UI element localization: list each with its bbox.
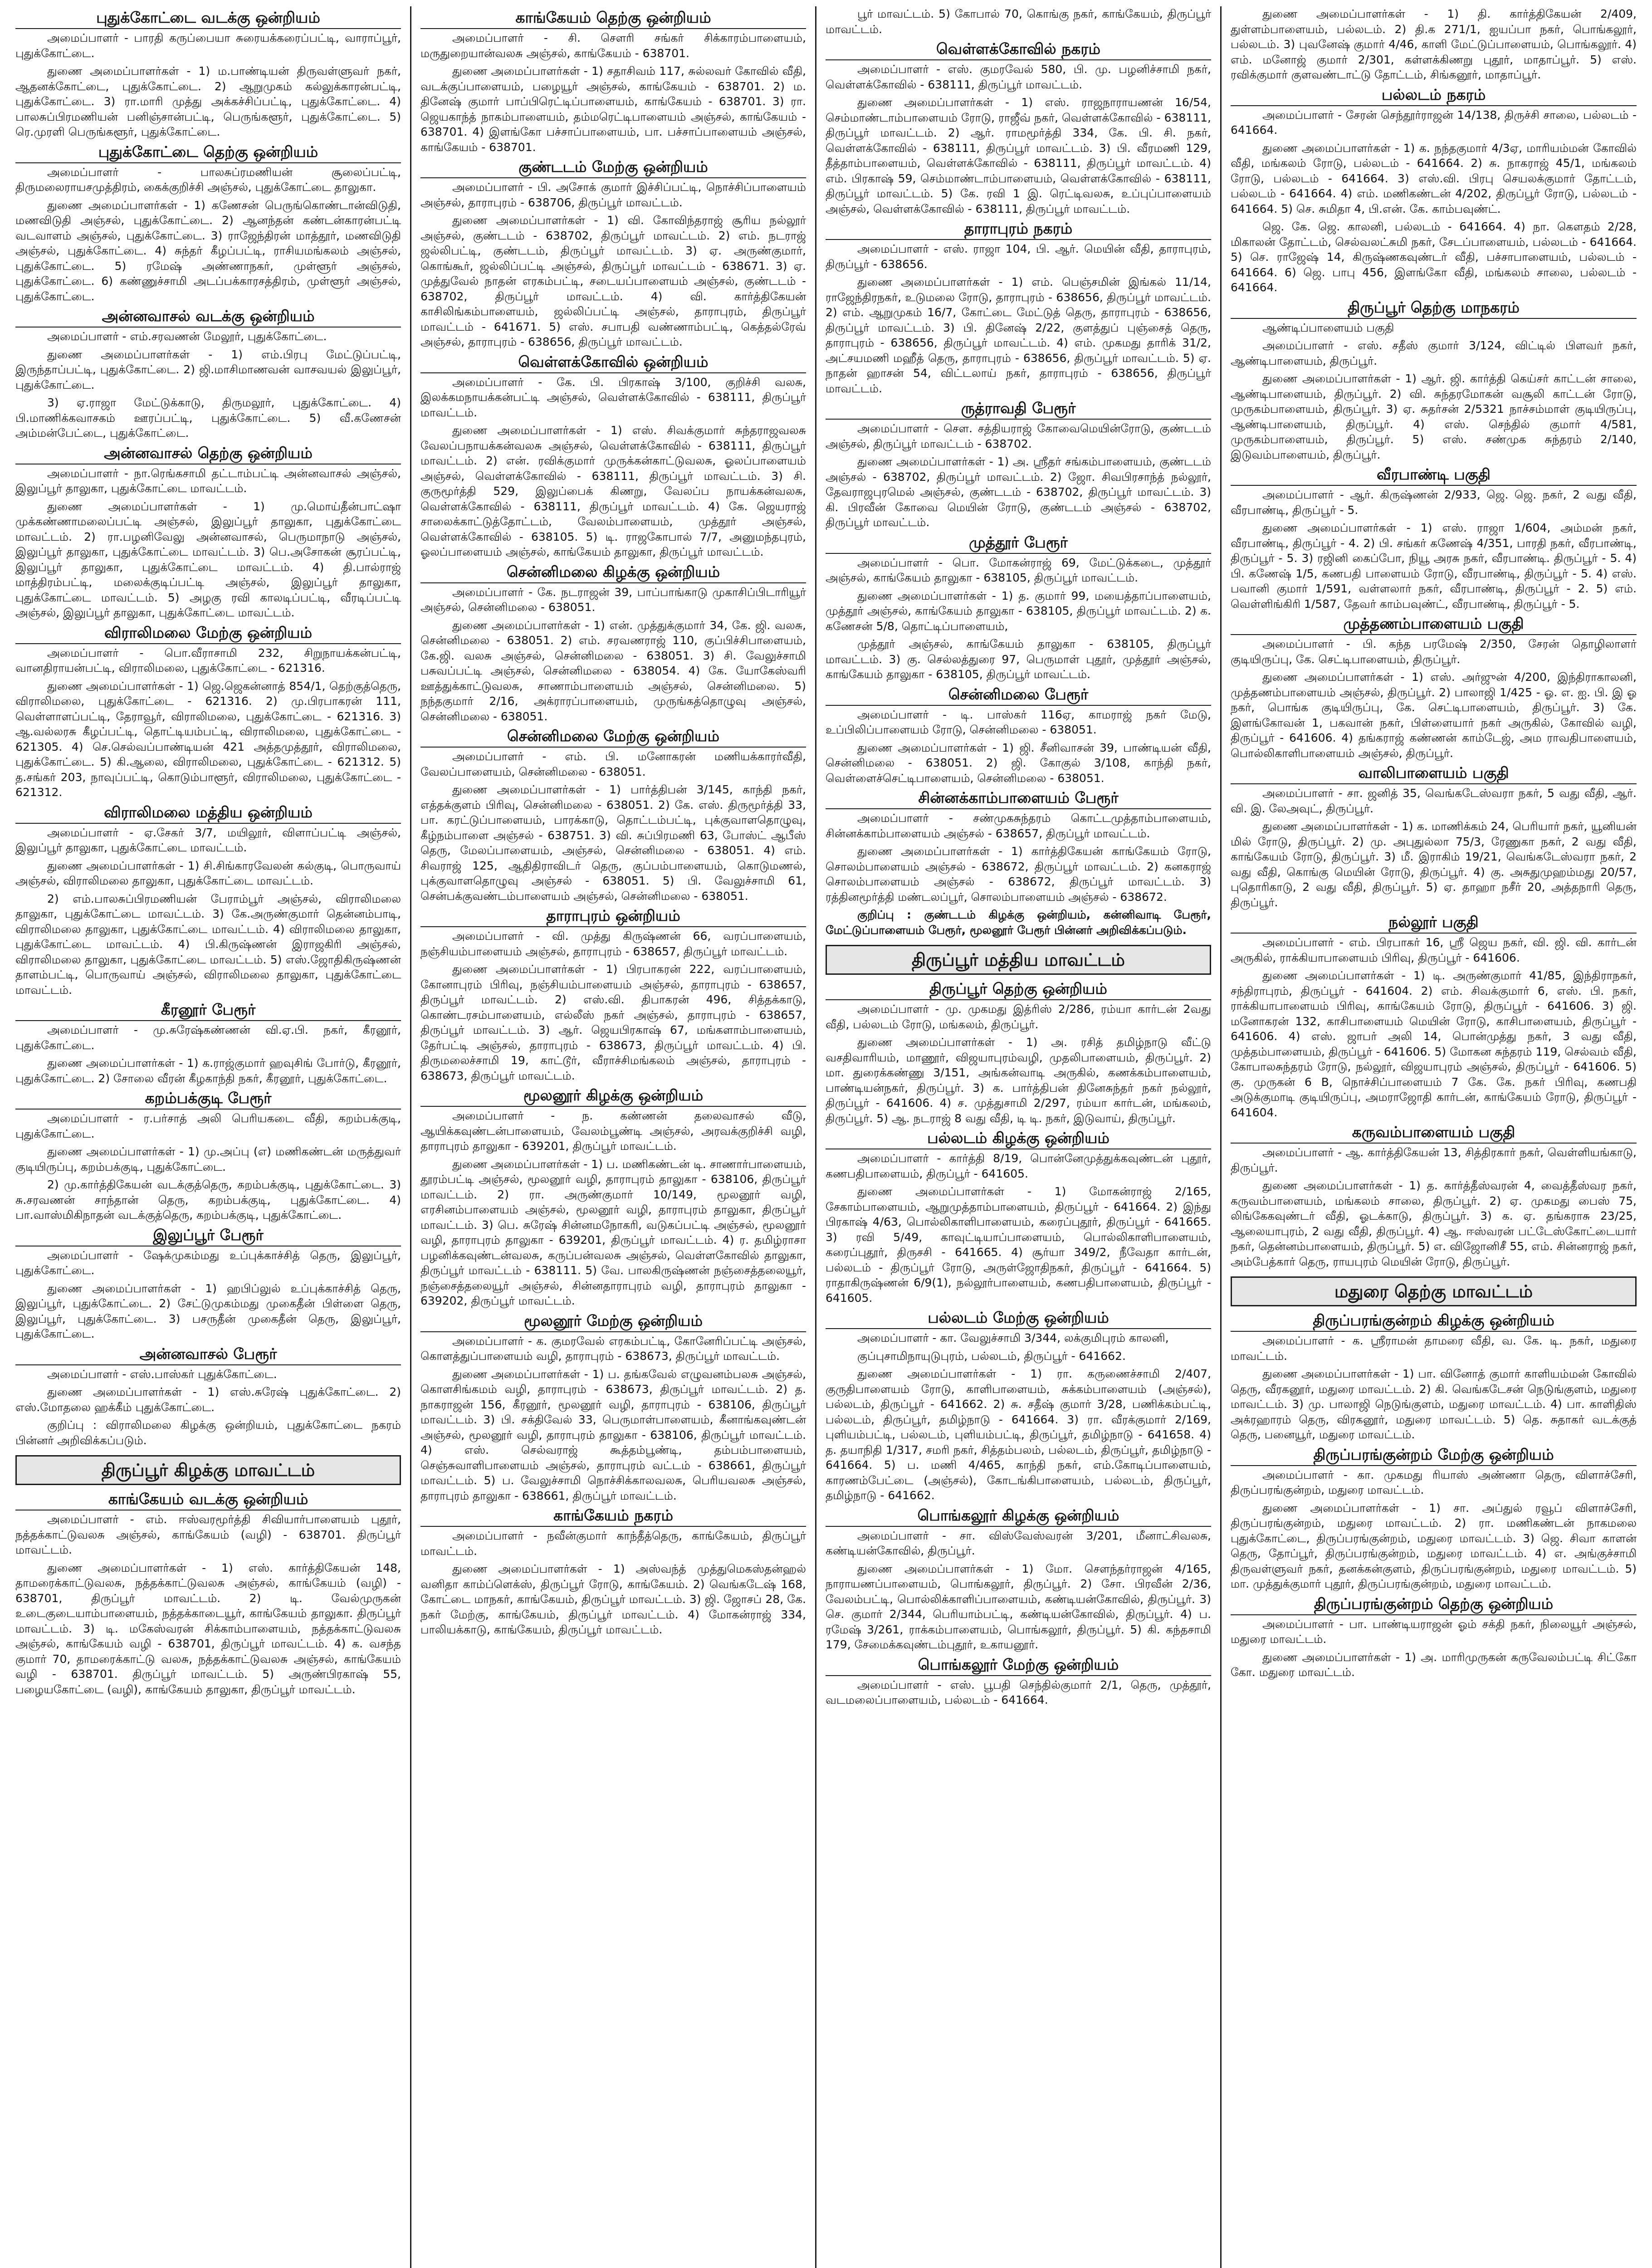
- listing-paragraph: துணை அமைப்பாளர்கள் - 1) எஸ். சிவக்குமார் சுந்தராஜவலசு வேலப்பநாயக்கன்வலசு அஞ்சல், வெள்ளக்கோவில் - 638111, திருப்பூர் மாவட்டம். 2) என். ரவிக்குமார் முருக்கன்காட்டுவலசு, ஓலப்பாளையம் அஞ்சல், வெள்ளக்கோவில் - 638111, திருப்பூர் மாவட்டம். 3) சி. குருமூர்த்தி 529, இலுப்பைக் கிணறு, வேலப்ப நாயக்கன்வலசு, வெள்ளக்கோவில் - 638111, திருப்பூர் மாவட்டம். 4) கே. ஜெயராஜ் சாலைக்காட்டுத்தோட்டம், வேலம்பாளையம், முத்தூர் அஞ்சல், வெள்ளக்கோவில் - 638105. 5) டி. ராஜகோபால் 7/7, அனுமந்தபுரம், ஓலப்பாளையம் அஞ்சல், காங்கேயம் தாலுகா, திருப்பூர் மாவட்டம்.: [420, 424, 806, 558]
- heading-rule: [826, 553, 1211, 554]
- listing-paragraph: துணை அமைப்பாளர்கள் - 1) க. மாணிக்கம் 24, பெரியார் நகர், யூனியன் மில் ரோடு, திருப்பூர். 2) மு. அபுதுல்லா 75/3, ரேணுகா நகர், 2 வது வீதி, காங்கேயம் ரோடு, திருப்பூர். 3) மீ. இராகிம் 19/21, வெங்கடேஸ்வரா நகர், 2 வது வீதி, கொங்கு மெயின் ரோடு, திருப்பூர். 4) கு. அசுதுமுஹம்மது 20/57, புதொரிகாடு, 2 வது வீதி, திருப்பூர். 5) ஏ. தாஹா நசீர் 20, அத்தநாரி தெரு, திருப்பூர்.: [1231, 820, 1637, 909]
- section-heading: முத்தணம்பாளையம் பகுதி: [1343, 615, 1524, 632]
- org-unit-section: [826, 1506, 1211, 1652]
- section-heading: முத்தூர் பேரூர்: [969, 533, 1068, 551]
- section-heading: வாலிபாளையம் பகுதி: [1358, 764, 1509, 782]
- section-heading: திருப்பூர் தெற்கு மாநகரம்: [1348, 298, 1520, 316]
- column-2: [411, 6, 816, 2268]
- listing-paragraph: அமைப்பாளர் - பா. பாண்டியராஜன் ஓம் சக்தி நகர், நிலையூர் அஞ்சல், மதுரை மாவட்டம்.: [1231, 1617, 1637, 1646]
- section-heading: அன்னவாசல் தெற்கு ஒன்றியம்: [104, 444, 313, 462]
- listing-paragraph: துணை அமைப்பாளர்கள் - 1) என். முத்துக்குமார் 34, கே. ஜி. வலசு, சென்னிமலை - 638051. 2) எம். சரவணராஜ் 110, குப்பிச்சிபாளையம், கே.ஜி. வலசு அஞ்சல், சென்னிமலை - 638051. 3) சி. வேலுச்சாமி பசுவப்பட்டி அஞ்சல், சென்னிமலை - 638054. 4) கே. யோகேஸ்வரி ஊத்துக்காட்டுவலசு, சாணாம்பாளையம் அஞ்சல், சென்னிமலை. 5) நந்தகுமார் 2/16, அக்ராரப்பாளையம், முருங்கத்தொழுவு அஞ்சல், சென்னிமலை - 638051.: [420, 618, 806, 723]
- org-unit-section: [1231, 1594, 1637, 1680]
- section-heading: தாராபுரம் ஒன்றியம்: [546, 907, 680, 924]
- listing-paragraph: அமைப்பாளர் - நா.ரெங்கசாமி தட்டாம்பட்டி அன்னவாசல் அஞ்சல், இலுப்பூர் தாலுகா, புதுக்கோட்டை மாவட்டம்.: [15, 466, 401, 495]
- org-unit-section: [15, 803, 401, 998]
- listing-paragraph: அமைப்பாளர் - எம். ஈஸ்வரமூர்த்தி சிவியார்பாளையம் புதூர், நத்தக்காட்டுவலசு அஞ்சல், காங்கேயம் (வழி) - 638701. திருப்பூர் மாவட்டம்.: [15, 1513, 401, 1556]
- org-unit-section: [826, 788, 1211, 938]
- listing-paragraph: துணை அமைப்பாளர்கள் - 1) கார்த்திகேயன் காங்கேயம் ரோடு, சொலம்பாளையம் அஞ்சல் - 638672, திருப்பூர் மாவட்டம். 2) கனகராஜ் சொலம்பாளையம் அஞ்சல் - 638672, திருப்பூர் மாவட்டம். 3) ரத்தினமூர்த்தி மண்டலப்பூர், சொலம்பாளையம் அஞ்சல் - 638672.: [826, 845, 1211, 904]
- section-heading: குண்டடம் மேற்கு ஒன்றியம்: [518, 158, 708, 176]
- section-heading: திருப்பரங்குன்றம் மேற்கு ஒன்றியம்: [1313, 1445, 1554, 1463]
- heading-rule: [1231, 1143, 1637, 1144]
- org-unit-section: [826, 39, 1211, 216]
- listing-paragraph: அமைப்பாளர் - பாலசுப்ரமணியன் சூலைப்பட்டி, திருமலைராயசமுத்திரம், கைக்குறிச்சி அஞ்சல், புதுக்கோட்டை தாலுகா.: [15, 165, 401, 194]
- listing-paragraph: துணை அமைப்பாளர்கள் - 1) எம். பெஞ்சமின் இங்கல் 11/14, ராஜேந்திரநகர், உடுமலை ரோடு, தாராபுரம் - 638656, திருப்பூர் மாவட்டம். 2) எம். ஆறுமுகம் 16/7, கோட்டை மேட்டுத் தெரு, தாராபுரம் - 638656, திருப்பூர் மாவட்டம். 3) பி. தினேஷ் 2/22, குளத்துப் புஞ்சைத் தெரு, தாராபுரம் - 638656, திருப்பூர் மாவட்டம். 4) எம். முகமது தாரிக் 31/2, அட்சயமணி மஹீத் தெரு, தாராபுரம் - 638656, திருப்பூர் மாவட்டம். 5) ஏ. நாதன் ஹாசன் 54, விட்டலாய் நகர், தாராபுரம் - 638656, திருப்பூர் மாவட்டம்.: [826, 275, 1211, 395]
- listing-paragraph: அமைப்பாளர் - மு. முகமது இத்ரிஸ் 2/286, ரம்யா கார்டன் 2வது வீதி, பல்லடம் ரோடு, மங்கலம், திருப்பூர்.: [826, 1002, 1211, 1031]
- org-unit-section: [15, 444, 401, 621]
- heading-rule: [15, 643, 401, 644]
- continued-text: [826, 6, 1211, 37]
- listing-paragraph: ஆண்டிப்பாளையம் பகுதி: [1262, 321, 1394, 334]
- heading-rule: [826, 59, 1211, 60]
- org-unit-section: [1231, 913, 1637, 1120]
- listing-paragraph: அமைப்பாளர் - ஷேக்முகம்மது உப்புக்காச்சித் தெரு, இலுப்பூர், புதுக்கோட்டை.: [15, 1248, 401, 1277]
- listing-paragraph: துணை அமைப்பாளர்கள் - 1) எஸ். அர்ஜுன் 4/200, இந்திராகாலனி, முத்தணம்பாளையம் அஞ்சல், திருப்பூர். 2) பாலாஜி 1/425 - ஓ. எ. ஐ. பி. இ ஓ நகர், பொங்க குடியிருப்பு, கே. செட்டிபாளையம், திருப்பூர். 3) கே. இளங்கோவன் 1, பகவான் நகர், பிள்ளையார் நகர் அருகில், கோவில் வழி, திருப்பூர் - 641606. 4) தங்கராஜ் கண்ணன் காம்டேஜ், அம ராவதிபாளையம், பொல்லிகாளிபாளையம் அஞ்சல், திருப்பூர்.: [1231, 670, 1637, 760]
- heading-rule: [1231, 634, 1637, 635]
- listing-paragraph: துணை அமைப்பாளர்கள் - 1) மு.மொய்தீன்பாட்ஷா முக்கண்ணாமலைப்பட்டி அஞ்சல், இலுப்பூர் தாலுகா, புதுக்கோட்டை மாவட்டம். 2) ரா.பழனிவேலு அன்னவாசல், பெருமாநாடு அஞ்சல், இலுப்பூர் தாலுகா, புதுக்கோட்டை மாவட்டம். 3) பெ.அசோகன் சூரப்பட்டி, இலுப்பூர் தாலுகா, புதுக்கோட்டை மாவட்டம். 4) தி.பால்ராஜ் மாத்திரம்பட்டி, மலைக்குடிப்பட்டி அஞ்சல், இலுப்பூர் தாலுகா, புதுக்கோட்டை மாவட்டம். 5) அழகு ரவி காலடிப்பட்டி, வீரடிப்பட்டி அஞ்சல், இலுப்பூர் தாலுகா, புதுக்கோட்டை மாவட்டம்.: [15, 499, 401, 619]
- listing-paragraph: துணை அமைப்பாளர்கள் - 1) டி. அருண்குமார் 41/85, இந்திராநகர், சந்திராபுரம், திருப்பூர் - 641604. 2) எம். சிவக்குமார் 6, எஸ். பி. நகர், ராக்கியாபாளையம் பிரிவு, காங்கேயம் ரோடு, திருப்பூர் - 641606. 3) ஜி. மனோகரன் 132, காசிபாளையம் மெயின் ரோடு, காசிபாளையம், திருப்பூர் - 641606. 4) எஸ். ஜாபர் அலி 14, பொன்முத்து நகர், 3 வது வீதி, முத்தம்பாளையம், திருப்பூர் - 641606. 5) மோகன சுந்தரம் 119, செல்வம் வீதி, கோபாலசுந்தரம் ரோடு, நல்லூர், விஜயாபுரம் அஞ்சல், திருப்பூர் - 641606. 5) கு. முருகன் 6 B, நொச்சிப்பாளையம் 7 கே. கே. நகர் பிரிவு, கணபதி அடுக்குமாடி குடியிருப்பு, அமராஜோதி கார்டன், காங்கேயம் ரோடு, திருப்பூர் - 641604.: [1231, 969, 1637, 1119]
- section-heading: திருப்பரங்குன்றம் கிழக்கு ஒன்றியம்: [1313, 1311, 1554, 1329]
- listing-paragraph: அமைப்பாளர் - ஆர். கிருஷ்ணன் 2/933, ஜெ. ஜெ. நகர், 2 வது வீதி, வீரபாண்டி, திருப்பூர் - 5.: [1231, 488, 1637, 517]
- section-heading: திருப்பூர் தெற்கு ஒன்றியம்: [929, 980, 1107, 997]
- org-unit-section: [1231, 614, 1637, 761]
- listing-paragraph: துணை அமைப்பாளர்கள் - 1) க. நந்தகுமார் 4/3ஏ, மாரியம்மன் கோவில் வீதி, மங்கலம் ரோடு, பல்லடம் - 641664. 2) சு. நாகராஜ் 45/1, மங்கலம் ரோடு, பல்லடம் - 641664. 3) எஸ்.வி. பிரபு செயலக்குமார் தோட்டம், பல்லடம் - 641664. 4) எம். மணிகண்டன் 4/202, திருப்பூர் ரோடு, பல்லடம் - 641664. 5) செ. சுமிதா 4, பி.என். கே. காம்பவுண்ட்.: [1231, 141, 1637, 215]
- section-heading: சென்னிமலை கிழக்கு ஒன்றியம்: [506, 562, 720, 581]
- listing-paragraph: அமைப்பாளர் - சேரன் செந்தூர்ராஜன் 14/138, திருச்சி சாலை, பல்லடம் - 641664.: [1231, 108, 1637, 137]
- listing-paragraph: அமைப்பாளர் - எஸ். சதீஸ் குமார் 3/124, விட்டில் பிளவர் நகர், ஆண்டிபாளையம், திருப்பூர்.: [1231, 339, 1637, 367]
- section-heading: சென்னிமலை மேற்கு ஒன்றியம்: [507, 727, 720, 745]
- section-heading: ருத்ராவதி பேரூர்: [961, 399, 1076, 417]
- org-unit-section: [15, 1344, 401, 1448]
- section-heading: சின்னக்காம்பாளையம் பேரூர்: [918, 789, 1119, 807]
- listing-paragraph: அமைப்பாளர் - நவீன்குமார் காந்தீத்தெரு, காங்கேயம், திருப்பூர் மாவட்டம்.: [420, 1529, 806, 1558]
- district-banner: திருப்பூர் மத்திய மாவட்டம்: [826, 945, 1211, 975]
- org-unit-section: [420, 1086, 806, 1309]
- listing-paragraph: அமைப்பாளர் - எம். பி. மனோகரன் மணியக்காரர்வீதி, வேலப்பாளையம், சென்னிமலை - 638051.: [420, 750, 806, 778]
- heading-rule: [420, 582, 806, 583]
- listing-paragraph: துணை அமைப்பாளர்கள் - 1) க.ராஜ்குமார் ஹவுசிங் போர்டு, கீரனூர், புதுக்கோட்டை. 2) சோலை வீரன் கீழகாந்தி நகர், கீரனூர், புதுக்கோட்டை.: [15, 1056, 401, 1085]
- heading-rule: [420, 177, 806, 178]
- org-unit-section: [420, 906, 806, 1083]
- section-heading: நல்லூர் பகுதி: [1388, 913, 1479, 931]
- heading-rule: [826, 1526, 1211, 1527]
- listing-paragraph: அமைப்பாளர் - டி. பாஸ்கர் 116ஏ, காமராஜ் நகர் மேடு, உப்பிலிப்பாளையம் ரோடு, சென்னிமலை - 638051.: [826, 708, 1211, 736]
- heading-rule: [1231, 318, 1637, 319]
- heading-rule: [1231, 1465, 1637, 1466]
- listing-paragraph: துணை அமைப்பாளர்கள் - 1) கணேசன் பெருங்கொண்டான்விடுதி, மணவிடுதி அஞ்சல், புதுக்கோட்டை. 2) ஆனந்தன் கண்டன்காரன்பட்டி வடவாளம் அஞ்சல், புதுக்கோட்டை. 3) ராஜேந்திரன் மாத்தூர், மணவிடுதி அஞ்சல், புதுக்கோட்டை. 4) சுந்தர் கீழப்பட்டி, ராசியமங்கலம் அஞ்சல், புதுக்கோட்டை. 5) ரமேஷ் அண்ணாநகர், முள்ளூர் அஞ்சல், புதுக்கோட்டை. 6) கண்ணுச்சாமி அடப்பக்காரசத்திரம், முள்ளூர் அஞ்சல், புதுக்கோட்டை.: [15, 198, 401, 303]
- heading-rule: [1231, 105, 1637, 106]
- listing-paragraph: துணை அமைப்பாளர்கள் - 1) ஜெ.ஜெகன்னாத் 854/1, தெற்குத்தெரு, விராலிமலை, புதுக்கோட்டை - 621316. 2) மு.பிரபாகரன் 111, வெள்ளாளப்பட்டி, தேராவூர், விராலிமலை, புதுக்கோட்டை - 621316. 3) ஆ.வல்லரசு கீழப்பட்டி, தொட்டியம்பட்டி, விராலிமலை, புதுக்கோட்டை - 621305. 4) செ.செல்வப்பாண்டியன் 421 அத்தமுத்தூர், விராலிமலை, புதுக்கோட்டை. 5) கி.ஆலை, விராலிமலை, புதுக்கோட்டை - 621312. 5) த.சங்கர் 203, நாவுப்பட்டி, கொடும்பாளூர், விராலிமலை, புதுக்கோட்டை - 621312.: [15, 679, 401, 799]
- listing-paragraph: பூர் மாவட்டம். 5) கோபால் 70, கொங்கு நகர், காங்கேயம், திருப்பூர் மாவட்டம்.: [826, 7, 1211, 36]
- listing-paragraph: ஜெ. கே. ஜெ. காலனி, பல்லடம் - 641664. 4) நா. கௌதம் 2/28, மிகாலன் தோட்டம், செல்வலட்சுமி நகர், சேடப்பாளையம், பல்லடம் - 641664. 5) செ. ராஜேஷ் 14, கிருஷ்ணகவுண்டர் வீதி, பச்சாபாளையம், பல்லடம் - 641664. 6) ஜெ. பாபு 456, இளங்கோ வீதி, மங்கலம் சாலை, பல்லடம் - 641664.: [1231, 220, 1637, 294]
- listing-paragraph: அமைப்பாளர் - பொ. மோகன்ராஜ் 69, மேட்டுக்கடை, முத்தூர் அஞ்சல், காங்கேயம் தாலுகா - 638105, திருப்பூர் மாவட்டம்.: [826, 556, 1211, 584]
- heading-rule: [15, 1109, 401, 1110]
- listing-paragraph: அமைப்பாளர் - ஏ.சேகர் 3/7, மயிலூர், விளாப்பட்டி அஞ்சல், இலுப்பூர் தாலுகா, புதுக்கோட்டை மாவட்டம்.: [15, 826, 401, 854]
- org-unit-section: [826, 1308, 1211, 1503]
- section-heading: கறம்பக்குடி பேரூர்: [145, 1089, 272, 1107]
- org-unit-section: [1231, 465, 1637, 611]
- listing-paragraph: அமைப்பாளர் - சா. ஜனித் 35, வெங்கடேஸ்வரா நகர், 5 வது வீதி, ஆர். வி. இ. லேஅவுட், திருப்பூர்.: [1231, 787, 1637, 815]
- continued-text: [1231, 6, 1637, 83]
- continued-text: [1231, 219, 1637, 295]
- listing-paragraph: அமைப்பாளர் - எம். பிரபாகர் 16, ஸ்ரீ ஜெய நகர், வி. ஜி. வி. கார்டன் அருகில், ராக்கியாபாளையம் பிரிவு, திருப்பூர் - 641606.: [1231, 936, 1637, 964]
- listing-paragraph: துணை அமைப்பாளர்கள் - 1) தி. கார்த்திகேயன் 2/409, துள்ளம்பாளையம், பல்லடம். 2) தி.க 271/1, ஐயப்பா நகர், பொங்கலூர், பல்லடம். 3) புவனேஷ் குமார் 4/46, காளி மேட்டுப்பாளையம், பொங்கலூர். 4) எம். மனோஜ் குமார் 2/301, கள்ளக்கிணறு புதூர், மாதாப்பூர். 5) எஸ். ரவிக்குமார் குளவண்டாட்டு தோட்டம், சிங்கனூர், மாதாப்பூர்.: [1231, 7, 1637, 81]
- org-unit-section: [15, 307, 401, 441]
- listing-paragraph: அமைப்பாளர் - பி. அசோக் குமார் இச்சிப்பட்டி, நொச்சிப்பாளையம் அஞ்சல், தாராபுரம் - 638706, திருப்பூர் மாவட்டம்.: [420, 181, 806, 209]
- listing-paragraph: முத்தூர் அஞ்சல், காங்கேயம் தாலுகா - 638105, திருப்பூர் மாவட்டம். 3) கு. செல்லத்துரை 97, பெருமாள் புதூர், முத்தூர் அஞ்சல், காங்கேயம் தாலுகா - 638105, திருப்பூர் மாவட்டம்.: [826, 637, 1211, 681]
- listing-paragraph: அமைப்பாளர் - சா. விஸ்வேஸ்வரன் 3/201, மீனாட்சிவலசு, கண்டியன்கோவில், திருப்பூர்.: [826, 1529, 1211, 1557]
- listing-paragraph: அமைப்பாளர் - ந. கண்ணன் தலைவாசல் வீடு, ஆயிக்கவுண்டன்பாளையம், வேலம்பூண்டி அஞ்சல், அரவக்குறிச்சி வழி, தாராபுரம் தாலுகா - 639201, திருப்பூர் மாவட்டம்.: [420, 1109, 806, 1153]
- section-heading: பல்லடம் நகரம்: [1381, 85, 1486, 103]
- listing-paragraph: துணை அமைப்பாளர்கள் - 1) மு.அப்பு (எ) மணிகண்டன் மருத்துவர் குடியிருப்பு, கறம்பக்குடி, புதுக்கோட்டை.: [15, 1145, 401, 1173]
- org-unit-section: [1231, 763, 1637, 910]
- listing-paragraph: அமைப்பாளர் - எஸ். ராஜா 104, பி. ஆர். மெயின் வீதி, தாராபுரம், திருப்பூர் - 638656.: [826, 242, 1211, 271]
- heading-rule: [826, 419, 1211, 420]
- heading-rule: [826, 239, 1211, 240]
- listing-paragraph: துணை அமைப்பாளர்கள் - 1) பார்த்திபன் 3/145, காந்தி நகர், எத்தக்குளம் பிரிவு, சென்னிமலை - 638051. 2) கே. எஸ். திருமூர்த்தி 33, பா. கரட்டுப்பாளையம், பாரக்காடு, தொட்டம்பட்டி, புக்குவாளதொழுவு, கீழ்நம்பாளை அஞ்சல் - 638751. 3) வி. சுப்பிரமணி 63, போஸ்ட் ஆபீஸ் தெரு, மேலப்பாளையம், அஞ்சல், சென்னிமலை - 638051. 4) எம். சிவராஜ் 125, ஆதிதிராவிடர் தெரு, குப்பம்பாளையம், கொடுமணல், புக்குவாளதொழுவு அஞ்சல் - 638051. 5) பி. வேலுச்சாமி 61, சென்பக்குவண்டம்பாளையம் அஞ்சல், சென்னிமலை - 638051.: [420, 783, 806, 903]
- listing-paragraph: துணை அமைப்பாளர்கள் - 1) பிரபாகரன் 222, வரப்பாளையம், கோனாபுரம் பிரிவு, நஞ்சியம்பாளையம் அஞ்சல், தாராபுரம் - 638657, திருப்பூர் மாவட்டம். 2) எஸ்.வி. திபாகரன் 496, சித்தக்காடு, கொண்டரசம்பாளையம், எல்லீஸ் நகர் அஞ்சல், தாராபுரம் - 638657, திருப்பூர் மாவட்டம். 3) ஆர். ஜெயபிரகாஷ் 67, மங்களாம்பாளையம், தேர்பட்டி அஞ்சல், தாராபுரம் - 638673, திருப்பூர் மாவட்டம். 4) பி. திருமலைச்சாமி 19, காட்டூர், வீராச்சிமங்கலம் அஞ்சல், தாராபுரம் - 638673, திருப்பூர் மாவட்டம்.: [420, 963, 806, 1082]
- heading-rule: [826, 705, 1211, 706]
- listing-paragraph: துணை அமைப்பாளர்கள் - 1) த. குமார் 99, மயைத்தாப்பாளையம், முத்தூர் அஞ்சல், காங்கேயம் தாலுகா - 638105, திருப்பூர் மாவட்டம். 2) க. கணேசன் 5/8, தொட்டிப்பாளையம்,: [826, 589, 1211, 633]
- section-heading: அன்னவாசல் பேரூர்: [139, 1344, 277, 1363]
- listing-paragraph: அமைப்பாளர் - கே. நடராஜன் 39, பாப்பாங்காடு முகாசிப்பிடாரியூர் அஞ்சல், சென்னிமலை - 638051.: [420, 585, 806, 614]
- listing-paragraph: துணை அமைப்பாளர்கள் - 1) சா. அப்துல் ரவூப் விளாச்சேரி, திருப்பரங்குன்றம், மதுரை மாவட்டம். 2) ரா. மணிகண்டன் நாகமலை புதுக்கோட்டை, திருப்பரங்குன்றம், மதுரை மாவட்டம். 3) ஜெ. சிவா காளன் தெரு, தோப்பூர், திருப்பரங்குன்றம், மதுரை மாவட்டம். 4) எ. அங்குச்சாமி திருவள்ளுவர் நகர், தனக்கன்குளம், திருப்பரங்குன்றம், மதுரை மாவட்டம். 5) மா. முத்துக்குமார் புதூர், திருப்பரங்குன்றம், மதுரை மாவட்டம்.: [1231, 1501, 1637, 1590]
- listing-paragraph: துணை அமைப்பாளர்கள் - 1) ப. மணிகண்டன் டி. சாணார்பாளையம், தூரம்பட்டி அஞ்சல், மூலனூர் வழி, தாராபுரம் தாலுகா - 638106, திருப்பூர் மாவட்டம். 2) ரா. அருண்குமார் 10/149, மூலனூர் வழி, எரசினம்பாளையம் அஞ்சல், மூலனூர் வழி, தாராபுரம் தாலுகா, திருப்பூர் மாவட்டம். 3) பெ. சுரேஷ் சின்னமநோகரி, வடுகப்பட்டி அஞ்சல், மூலனூர் வழி, தாராபுரம் தாலுகா - 639201, திருப்பூர் மாவட்டம். 4) ர. தமிழ்ராசா பழனிக்கவுண்டன்வலசு, கருப்பன்வலசு அஞ்சல், வெள்ளகோவில் தாலுகா, திருப்பூர் மாவட்டம் - 638111. 5) வே. பாலகிருஷ்ணன் நஞ்சைத்தலையூர், நஞ்சைத்தலையூர் அஞ்சல், சின்னதாராபுரம் வழி, தாராபுரம் தாலுகா - 639202, திருப்பூர் மாவட்டம்.: [420, 1157, 806, 1307]
- listing-paragraph: அமைப்பாளர் - சி. சௌரி சங்கர் சிக்காரம்பாளையம், மருதுறையான்வலசு அஞ்சல், காங்கேயம் - 638701.: [420, 31, 806, 60]
- heading-rule: [1231, 1331, 1637, 1332]
- listing-paragraph: அமைப்பாளர் - சௌ. சத்தியராஜ் கோவைமெயின்ரோடு, குண்டடம் அஞ்சல், திருப்பூர் மாவட்டம் - 638702.: [826, 422, 1211, 450]
- heading-rule: [1231, 783, 1637, 784]
- org-unit-section: [15, 8, 401, 140]
- listing-paragraph: துணை அமைப்பாளர்கள் - 1) ப. தங்கவேல் எழுவனம்பலசு அஞ்சல், கொளசிங்கமம் வழி, தாராபுரம் - 638673, திருப்பூர் மாவட்டம். 2) த. நாகராஜன் 156, கீரனூர், மூலனூர் வழி, தாராபுரம் - 638106, திருப்பூர் மாவட்டம். 3) பி. சக்திவேல் 33, பெருமாள்பாளையம், கீனாங்கவுண்டன் அஞ்சல், மூலனூர் வழி, தாராபுரம் தாலுகா - 638106, திருப்பூர் மாவட்டம். 4) எஸ். செல்வராஜ் கூத்தம்பூண்டி, தம்பம்பாளையம், செஞ்சுவாளிபாளையம் அஞ்சல், தாராபுரம் வட்டம் - 638661, திருப்பூர் மாவட்டம். 5) ப. வேலுச்சாமி நொச்சிக்காலவலசு, பெரியவலசு அஞ்சல், தாராபுரம் தாலுகா - 638661, திருப்பூர் மாவட்டம்.: [420, 1367, 806, 1502]
- listing-paragraph: அமைப்பாளர் - ர.பர்சாத் அலி பெரியகடை வீதி, கறம்பக்குடி, புதுக்கோட்டை.: [15, 1112, 401, 1140]
- heading-rule: [420, 28, 806, 29]
- section-heading: புதுக்கோட்டை தெற்கு ஒன்றியம்: [98, 142, 318, 161]
- org-unit-section: [1231, 1123, 1637, 1269]
- org-unit-section: [15, 1490, 401, 1697]
- heading-rule: [15, 1364, 401, 1365]
- section-heading: பொங்கலூர் கிழக்கு ஒன்றியம்: [917, 1506, 1119, 1524]
- listing-paragraph: துணை அமைப்பாளர்கள் - 1) மோ. சௌந்தர்ராஜன் 4/165, நாராயணப்பாளையம், பொங்கலூர், திருப்பூர். 2) சோ. பிரவீன் 2/36, வேலம்பட்டி, பொல்லிக்காளிப்பாளையம், கண்டியன்கோவில், திருப்பூர். 3) செ. குமார் 2/344, பெரியாம்பட்டி, கண்டியன்கோவில், திருப்பூர். 4) ப. ரமேஷ் 3/261, ராக்கம்பாளையம், பொங்கலூர், திருப்பூர். 5) கி. கந்தசாமி 179, சேமைக்கவுண்டம்புதூர், உகாயனூர்.: [826, 1562, 1211, 1651]
- org-unit-section: [15, 1000, 401, 1086]
- section-heading: வெள்ளக்கோவில் ஒன்றியம்: [518, 352, 709, 371]
- section-heading: பொங்கலூர் மேற்கு ஒன்றியம்: [918, 1655, 1119, 1673]
- section-heading: கருவம்பாளையம் பகுதி: [1352, 1123, 1515, 1141]
- column-1: [6, 6, 411, 2268]
- listing-paragraph: துணை அமைப்பாளர்கள் - 1) எம்.பிரபு மேட்டுப்பட்டி, இருந்தாப்பட்டி, புதுக்கோட்டை. 2) ஜி.மாசிமாணவன் வாசவயல் இலுப்பூர், புதுக்கோட்டை.: [15, 347, 401, 391]
- listing-paragraph: அமைப்பாளர் - பி. கந்த பரமேஷ் 2/350, சேரன் தொழிலாளர் குடியிருப்பு, கே. செட்டிபாளையம், திருப்பூர்.: [1231, 637, 1637, 666]
- listing-paragraph: அமைப்பாளர் - கா. முகமது ரியாஸ் அண்ணா தெரு, விளாச்சேரி, திருப்பரங்குன்றம், மதுரை மாவட்டம்.: [1231, 1468, 1637, 1496]
- column-4: [1222, 6, 1646, 2268]
- heading-rule: [1231, 1614, 1637, 1615]
- heading-rule: [1231, 485, 1637, 486]
- section-heading: இலுப்பூர் பேரூர்: [153, 1226, 264, 1244]
- heading-rule: [15, 28, 401, 29]
- column-3: [816, 6, 1222, 2268]
- heading-rule: [15, 1020, 401, 1021]
- listing-paragraph: அமைப்பாளர் - எஸ். குமரவேல் 580, பி. மு. பழனிச்சாமி நகர், வெள்ளக்கோவில் - 638111, திருப்பூர் மாவட்டம்.: [826, 63, 1211, 91]
- listing-paragraph: அமைப்பாளர் - கா. வேலுச்சாமி 3/344, லக்குமிபுரம் காலனி,: [857, 1331, 1169, 1344]
- org-unit-section: [1231, 85, 1637, 217]
- listing-paragraph: துணை அமைப்பாளர்கள் - 1) மோகன்ராஜ் 2/165, சேகாம்பாளையம், ஆறுமுத்தாம்பாளையம், திருப்பூர் - 641664. 2) இந்து பிரகாஷ் 4/63, பொல்லிகாளிபாளையம், கரைப்புதூர், திருப்பூர் - 641665. 3) ரவி 5/49, காவுட்டியாப்பாளையம், பொல்லிகாளிபாளையம், கரைப்புதூர், திருசசி - 641665. 4) சூர்யா 349/2, நீவேதா கார்டன், பல்லடம் - திருப்பூர் ரோடு, அருள்ஜோதிநகர், திருப்பூர் - 641664. 5) ராதாகிருஷ்ணன் 6/9(1), நல்லூர்பாளையம், கணபதிபாளையம், திருப்பூர் - 641605.: [826, 1185, 1211, 1305]
- heading-rule: [826, 999, 1211, 1000]
- heading-rule: [826, 1675, 1211, 1676]
- org-unit-section: [420, 157, 806, 350]
- heading-rule: [420, 747, 806, 748]
- listing-paragraph: துணை அமைப்பாளர்கள் - 1) சி.சிங்காரவேலன் கல்குடி, பொருவாய் அஞ்சல், விராலிமலை தாலுகா, புதுக்கோட்டை மாவட்டம்.: [15, 859, 401, 887]
- listing-paragraph: அமைப்பாளர் - மு.சுரேஷ்கண்ணன் வி.ஏ.பி. நகர், கீரனூர், புதுக்கோட்டை.: [15, 1023, 401, 1052]
- org-unit-section: [1231, 1445, 1637, 1592]
- heading-rule: [420, 1331, 806, 1332]
- org-unit-section: [826, 1655, 1211, 1708]
- section-heading: சென்னிமலை பேரூர்: [948, 685, 1089, 703]
- listing-paragraph: துணை அமைப்பாளர்கள் - 1) எஸ். ராஜநாராயணன் 16/54, செம்மாண்டாம்பாளையம் ரோடு, ராஜீவ் நகர், வெள்ளக்கோவில் - 638111, திருப்பூர் மாவட்டம். 2) ஆர். ராமமூர்த்தி 334, கே. பி. சி. நகர், வெள்ளக்கோவில் - 638111, திருப்பூர் மாவட்டம். 3) பி. வீரமணி 129, தீத்தாம்பாளையம், வெள்ளக்கோவில் - 638111, திருப்பூர் மாவட்டம். 4) எம். பிரகாஷ் 59, செம்மாண்டாம்பாளையம், வெள்ளக்கோவில் - 638111, திருப்பூர் மாவட்டம். 5) கே. ரவி 1 இ. ரெட்டிவலசு, உப்புப்பாளையம் அஞ்சல், வெள்ளக்கோவில் - 638111, திருப்பூர் மாவட்டம்.: [826, 96, 1211, 215]
- org-unit-section: [826, 1129, 1211, 1305]
- org-unit-section: [826, 533, 1211, 682]
- org-unit-section: [826, 399, 1211, 530]
- listing-paragraph: அமைப்பாளர் - ஆ. கார்த்திகேயன் 13, சித்திரகார் நகர், வெள்ளியங்காடு, திருப்பூர்.: [1231, 1146, 1637, 1174]
- listing-paragraph: துணை அமைப்பாளர்கள் - 1) வி. கோவிந்தராஜ் சூரிய நல்லூர் அஞ்சல், குண்டடம் - 638702, திருப்பூர் மாவட்டம். 2) எம். நடராஜ் ஜல்லிபட்டி, குண்டடம், திருப்பூர் மாவட்டம். 3) ஏ. அருண்குமார், கொங்கூர், ஜல்லிப்பட்டி அஞ்சல், திருப்பூர் மாவட்டம் - 638671. 3) ஏ. முத்துவேல் நாதன் எரகம்பட்டி, சடையப்பாளையம் அஞ்சல், குண்டடம் - 638702, திருப்பூர் மாவட்டம். 4) வி. கார்த்திகேயன் காசிலிங்கம்பாளையம், ஜல்லிப்பட்டி அஞ்சல், தாராபுரம், திருப்பூர் மாவட்டம் - 641671. 5) எஸ். சபாபதி வண்ணாம்பட்டி, கெத்தல்ரேவ் அஞ்சல், தாராபுரம் - 638656, திருப்பூர் மாவட்டம்.: [420, 214, 806, 348]
- listing-paragraph: அமைப்பாளர் - வி. முத்து கிருஷ்ணன் 66, வரப்பாளையம், நஞ்சியம்பாளையம் அஞ்சல், தாராபுரம் - 638657, திருப்பூர் மாவட்டம்.: [420, 929, 806, 958]
- section-heading: மூலனூர் மேற்கு ஒன்றியம்: [523, 1311, 703, 1330]
- listing-paragraph: துணை அமைப்பாளர்கள் - 1) எஸ். கார்த்திகேயன் 148, தாமரைக்காட்டுவலசு, நத்தக்காட்டுவலசு அஞ்சல், காங்கேயம் (வழி) - 638701, திருப்பூர் மாவட்டம். 2) டி. வேல்முருகன் உடைகுடையாம்பாளையம், நத்தக்காடையூர், காங்கேயம் தாலுகா. திருப்பூர் மாவட்டம். 3) டி. மகேஸ்வரன் சிக்காம்பாளையம், நத்தக்காட்டுவலசு அஞ்சல், காங்கேயம் வழி - 638701, திருப்பூர் மாவட்டம். 4) க. வசந்த குமார் 70, தாமரைக்காட்டு வலசு, நத்தக்காட்டுவலசு அஞ்சல், காங்கேயம் வழி - 638701. திருப்பூர் மாவட்டம். 5) அருண்பிரகாஷ் 55, பழையகோட்டை (வழி), காங்கேயம் தாலுகா, திருப்பூர் மாவட்டம்.: [15, 1561, 401, 1696]
- district-banner: திருப்பூர் கிழக்கு மாவட்டம்: [15, 1455, 401, 1485]
- org-unit-section: [420, 727, 806, 904]
- listing-paragraph: அமைப்பாளர் - எஸ்.பாஸ்கர் புதுக்கோட்டை.: [47, 1367, 277, 1381]
- org-unit-section: [15, 142, 401, 304]
- section-heading: காங்கேயம் நகரம்: [553, 1506, 674, 1524]
- section-heading: காங்கேயம் தெற்கு ஒன்றியம்: [515, 9, 711, 26]
- listing-paragraph: துணை அமைப்பாளர்கள் - 1) அ. மாரிமுருகன் கருவேலம்பட்டி சிட்கோ கோ. மதுரை மாவட்டம்.: [1231, 1650, 1637, 1679]
- listing-paragraph: துணை அமைப்பாளர்கள் - 1) ஹபிப்லுல் உப்புக்காச்சித் தெரு, இலுப்பூர், புதுக்கோட்டை. 2) சேட்டுமுகம்மது முகைதீன் பிள்ளை தெரு, இலுப்பூர், புதுக்கோட்டை. 3) பசருதீன் முகைதீன் தெரு, இலுப்பூர், புதுக்கோட்டை.: [15, 1281, 401, 1340]
- listing-paragraph: அமைப்பாளர் - கார்த்தி 8/19, பொன்னேமுத்துக்கவுண்டன் புதூர், கணபதிபாளையம், திருப்பூர் - 641605.: [826, 1152, 1211, 1180]
- section-heading: பல்லடம் கிழக்கு ஒன்றியம்: [927, 1129, 1109, 1147]
- org-unit-section: [1231, 1311, 1637, 1442]
- listing-paragraph: குறிப்பு : விராலிமலை கிழக்கு ஒன்றியம், புதுக்கோட்டை நகரம் பின்னர் அறிவிக்கப்படும்.: [15, 1418, 401, 1447]
- org-unit-section: [15, 623, 401, 800]
- org-unit-section: [420, 562, 806, 724]
- section-heading: மூலனூர் கிழக்கு ஒன்றியம்: [523, 1086, 704, 1104]
- section-heading: விராலிமலை மத்திய ஒன்றியம்: [104, 803, 313, 821]
- heading-rule: [826, 808, 1211, 809]
- org-unit-section: [420, 8, 806, 155]
- district-banner: மதுரை தெற்கு மாவட்டம்: [1231, 1276, 1637, 1306]
- listing-paragraph: துணை அமைப்பாளர்கள் - 1) பா. வினோத் குமார் காளியம்மன் கோவில் தெரு, வீரகனூர், மதுரை மாவட்டம். 2) கி. வெங்கடேசன் நெடுங்குளம், மதுரை மாவட்டம். 3) மு. பாலாஜி நெடுங்குளம், மதுரை மாவட்டம். 4) பா. காளிதிஸ் அக்ரஹாரம் தெரு, விரகனூர், மதுரை மாவட்டம். 5) தெ. சுதாகர் வடக்குத் தெரு, பனையூர், மதுரை மாவட்டம்.: [1231, 1367, 1637, 1441]
- section-heading: விராலிமலை மேற்கு ஒன்றியம்: [104, 623, 313, 641]
- section-heading: காங்கேயம் வடக்கு ஒன்றியம்: [108, 1490, 308, 1508]
- listing-paragraph: 2) எம்.பாலசுப்பிரமணியன் பேராம்பூர் அஞ்சல், விராலிமலை தாலுகா, புதுக்கோட்டை மாவட்டம். 3) கே.அருண்குமார் தென்னம்பாடி, விராலிமலை தாலுகா, புதுக்கோட்டை மாவட்டம். 4) விராலிமலை தாலுகா, புதுக்கோட்டை மாவட்டம். 4) பி.கிருஷ்ணன் இராஜகிரி அஞ்சல், விராலிமலை தாலுகா, புதுக்கோட்டை மாவட்டம். 5) எஸ்.ஜோதிகிருஷ்ணன் தாளம்பட்டி, பொருவாய் அஞ்சல், விராலிமலை தாலுகா, புதுக்கோட்டை மாவட்டம்.: [15, 892, 401, 997]
- org-unit-section: [420, 1311, 806, 1504]
- listing-paragraph: 3) ஏ.ராஜா மேட்டுக்காடு, திருமலூர், புதுக்கோட்டை. 4) பி.மாணிக்கவாசகம் ஊரப்பட்டி, புதுக்கோட்டை. 5) வீ.கணேசன் அம்மன்பேட்டை, புதுக்கோட்டை.: [15, 396, 401, 440]
- heading-rule: [420, 372, 806, 373]
- listing-paragraph: அமைப்பாளர் - எம்.சரவணன் மேலூர், புதுக்கோட்டை.: [47, 330, 327, 343]
- listing-paragraph: அமைப்பாளர் - க. குமரவேல் எரகம்பட்டி, கோனேரிப்பட்டி அஞ்சல், கொளத்துப்பாளையம் வழி, தாராபுரம் - 638673, திருப்பூர் மாவட்டம்.: [420, 1334, 806, 1363]
- org-unit-section: [420, 1506, 806, 1637]
- listing-paragraph: துணை அமைப்பாளர்கள் - 1) த. கார்த்தீஸ்வரன் 4, வைத்தீஸ்வர நகர், கருவம்பாளையம், மங்கலம் சாலை, திருப்பூர். 2) ஏ. முகமது பைஸ் 75, லிங்கேகவுண்டர் வீதி, ஓடக்காடு, திருப்பூர். 3) க. ஏ. தங்கராசு 23/25, ஆலையாபுரம், 2 வது வீதி, திருப்பூர். 4) ஆ. ஈஸ்வரன் பட்டேஸ்கோட்டையார் நகர், தென்னம்பாளையம், திருப்பூர். 5) எ. விஜோனிசீ 55, எம். சின்னராஜ் நகர், அம்பேத்கார் தெரு, ராயபுரம் மெயின் ரோடு, திருப்பூர்.: [1231, 1179, 1637, 1268]
- listing-paragraph: 2) மு.கார்த்திகேயன் வடக்குத்தெரு, கறம்பக்குடி, புதுக்கோட்டை. 3) சு.சரவணன் சாந்தான் தெரு, கறம்பக்குடி, புதுக்கோட்டை. 4) பா.வாஸ்மிகிநாதன் வடக்குத்தெரு, கறம்பக்குடி, புதுக்கோட்டை.: [15, 1178, 401, 1222]
- org-unit-section: [15, 1089, 401, 1223]
- heading-rule: [15, 823, 401, 824]
- listing-paragraph: துணை அமைப்பாளர்கள் - 1) ரா. கருணைச்சாமி 2/407, குருதிபாளையம் ரோடு, காளிபாளையம், சுக்கம்பாளையம் (அஞ்சல்), பல்லடம், திருப்பூர் - 641662. 2) சு. சதீஷ் குமார் 3/28, பணிக்கம்பட்டி, பல்லடம், திருப்பூர், தமிழ்நாடு - 641664. 3) ரா. வீரக்குமார் 2/169, புளியம்பட்டி, பல்லடம், புளியம்பட்டி, திருப்பூர், தமிழ்நாடு - 641658. 4) த. தயாநிதி 1/317, சமரி நகர், சித்தம்பலம், பல்லடம், திருப்பூர், தமிழ்நாடு - 641664. 5) ப. மணி 4/465, காந்தி நகர், எம்.கோடிப்பாளையம், காரணம்பேட்டை (அஞ்சல்), கோடங்கிபாளையம், பல்லடம், திருப்பூர், தமிழ்நாடு - 641662.: [826, 1367, 1211, 1502]
- section-heading: அன்னவாசல் வடக்கு ஒன்றியம்: [102, 307, 315, 325]
- listing-paragraph: அமைப்பாளர் - க. ஸ்ரீராமன் தாமரை வீதி, வ. கே. டி. நகர், மதுரை மாவட்டம்.: [1231, 1334, 1637, 1363]
- section-heading: திருப்பரங்குன்றம் தெற்கு ஒன்றியம்: [1314, 1594, 1554, 1613]
- heading-rule: [420, 1526, 806, 1527]
- section-heading: வெள்ளக்கோவில் நகரம்: [936, 40, 1101, 58]
- section-heading: கீரனூர் பேரூர்: [161, 1001, 256, 1018]
- org-unit-section: [826, 685, 1211, 786]
- listing-paragraph: குப்புசாமிநாயுடுபுரம், பல்லடம், திருப்பூர் - 641662.: [857, 1349, 1126, 1363]
- listing-paragraph: துணை அமைப்பாளர்கள் - 1) ஆர். ஜி. கார்த்தி கெய்சர் காட்டன் சாலை, ஆண்டிபாளையம், திருப்பூர். 2) வி. சுந்தரமோகன் வசூலி காட்டன் ரோடு, முருகம்பாளையம், திருப்பூர். 3) ஏ. சுதர்சன் 2/5321 நாச்சம்மாள் குடியிருப்பு, ஆண்டிபாளையம், திருப்பூர். 4) எஸ். செந்தில் குமார் 4/581, முருகம்பாளையம், திருப்பூர். 5) எஸ். சண்முக சுந்தரம் 2/140, இடுவம்பாளையம், திருப்பூர்.: [1231, 372, 1637, 461]
- section-heading: தாராபுரம் நகரம்: [964, 220, 1073, 237]
- org-unit-section: [826, 219, 1211, 396]
- listing-paragraph: துணை அமைப்பாளர்கள் - 1) எஸ். ராஜா 1/604, அம்மன் நகர், வீரபாண்டி, திருப்பூர் - 4. 2) பி. சங்கர் கணேஷ் 4/351, பாரதி நகர், வீரபாண்டி, திருப்பூர் - 5. 3) ரஜினி கைப்போ, நியூ அரசு நகர், வீரபாண்டி. திருப்பூர் - 5. 4) பி. கணேஷ் 1/5, கணபதி பாளையம் ரோடு, வீரபாண்டி, திருப்பூர் - 5. 4) எஸ். பவானி குமார் 1/591, வள்ளலார் நகர், வீரபாண்டி, திருப்பூர் - 2. 5) எம். வெள்ளிங்கிரி 1/587, தேவர் காம்பவுண்ட், வீரபாண்டி, திருப்பூர் - 5.: [1231, 521, 1637, 611]
- org-unit-section: [826, 979, 1211, 1126]
- org-unit-section: [15, 1226, 401, 1342]
- section-heading: புதுக்கோட்டை வடக்கு ஒன்றியம்: [96, 9, 320, 26]
- section-heading: வீரபாண்டி பகுதி: [1377, 465, 1491, 483]
- org-unit-section: [1231, 298, 1637, 463]
- listing-paragraph: துணை அமைப்பாளர்கள் - 1) எஸ்.சுரேஷ் புதுக்கோட்டை. 2) எஸ்.மோதலை ஹக்கீம் புதுக்கோட்டை.: [15, 1385, 401, 1414]
- listing-paragraph: துணை அமைப்பாளர்கள் - 1) அ. ஸ்ரீதர் சங்கம்பாளையம், குண்டடம் அஞ்சல் - 638702, திருப்பூர் மாவட்டம். 2) ஜோ. சிவபிரசாந்த் நல்லூர், தேவராஜபுரமெல் அஞ்சல், குண்டடம் - 638702, திருப்பூர் மாவட்டம். 3) கி. பிரவீன் கோவை மெயின் ரோடு, குண்டடம் அஞ்சல் - 638702, திருப்பூர் மாவட்டம்.: [826, 455, 1211, 529]
- heading-rule: [420, 926, 806, 927]
- note-paragraph: குறிப்பு : குண்டடம் கிழக்கு ஒன்றியம், கன்னிவாடி பேரூர், மேட்டுப்பாளையம் பேரூர், மூலனூர் பேரூர் பின்னர் அறிவிக்கப்படும்.: [826, 908, 1211, 937]
- listing-paragraph: துணை அமைப்பாளர்கள் - 1) சதாசிவம் 117, சுல்லவர் கோவில் வீதி, வடக்குப்பாளையம், பழையூர் அஞ்சல், காங்கேயம் - 638701. 2) ம. தினேஷ் குமார் பாப்பிரெட்டிப்பாளையம், காங்கேயம் - 638701. 3) ரா. ஜெயகாந்த் நாகம்பாளையம், தம்மரெட்டிபாளையம் அஞ்சல், காங்கேயம் - 638701. 4) இளங்கோ பச்சாப்பாளையம், பா. பச்சாப்பாளையம் அஞ்சல், காங்கேயம் - 638701.: [420, 64, 806, 154]
- listing-paragraph: துணை அமைப்பாளர்கள் - 1) ம.பாண்டியன் திருவள்ளுவர் நகர், ஆதனக்கோட்டை, புதுக்கோட்டை. 2) ஆறுமுகம் கல்லுக்காரன்பட்டி, புதுக்கோட்டை. 3) ரா.மாரி முத்து அக்கச்சிப்பட்டி, புதுக்கோட்டை. 4) பாலசுப்பிரமணியன் பனிஞ்சான்பட்டி, பெருங்களூர், புதுக்கோட்டை. 5) ரெ.முரளி பெருங்களூர், புதுக்கோட்டை.: [15, 64, 401, 138]
- listing-paragraph: அமைப்பாளர் - சண்முகசுந்தரம் கொட்டமுத்தாம்பாளையம், சின்னக்காம்பாளையம் அஞ்சல் - 638657, திருப்பூர் மாவட்டம்.: [826, 811, 1211, 840]
- heading-rule: [15, 162, 401, 163]
- listing-paragraph: அமைப்பாளர் - எஸ். பூபதி செந்தில்குமார் 2/1, தெரு, முத்தூர், வடமலைப்பாளையம், பல்லடம் - 641664.: [826, 1678, 1211, 1706]
- listing-paragraph: அமைப்பாளர் - பொ.வீராசாமி 232, சிறுநாயக்கன்பட்டி, வானதிராயன்பட்டி, விராலிமலை, புதுக்கோட்டை - 621316.: [15, 646, 401, 675]
- listing-paragraph: அமைப்பாளர் - கே. பி. பிரகாஷ் 3/100, குறிச்சி வலசு, இலக்கமநாயக்கன்பட்டி அஞ்சல், வெள்ளக்கோவில் - 638111, திருப்பூர் மாவட்டம்.: [420, 375, 806, 419]
- heading-rule: [826, 1328, 1211, 1329]
- listing-paragraph: துணை அமைப்பாளர்கள் - 1) ஜி. சீனிவாசன் 39, பாண்டியன் வீதி, சென்னிமலை - 638051. 2) ஜி. கோகுல் 3/108, காந்தி நகர், வெள்ளைச்செட்டிபாளையம், சென்னிமலை - 638051.: [826, 741, 1211, 785]
- listing-paragraph: அமைப்பாளர் - பாரதி கருப்பையா சுரையக்கரைப்பட்டி, வாராப்பூர், புதுக்கோட்டை.: [15, 31, 401, 60]
- heading-rule: [420, 1106, 806, 1107]
- section-heading: பல்லடம் மேற்கு ஒன்றியம்: [928, 1309, 1109, 1326]
- org-unit-section: [420, 352, 806, 560]
- heading-rule: [1231, 933, 1637, 934]
- listing-paragraph: துணை அமைப்பாளர்கள் - 1) அஸ்வந்த் முத்துமெகஸ்தன்ஹல் வனிதா காம்ப்ளெக்ஸ், திருப்பூர் ரோடு, காங்கேயம். 2) வெங்கடேஷ் 168, கோட்டை மாநகர், காங்கேயம், திருப்பூர் மாவட்டம். 3) ஜி. ஜோசப் 28, கே. நகர் மேற்கு, காங்கேயம், திருப்பூர் மாவட்டம். 4) மோகன்ராஜ் 334, பாலியக்காடு, காங்கேயம், திருப்பூர் மாவட்டம்.: [420, 1562, 806, 1636]
- listing-paragraph: துணை அமைப்பாளர்கள் - 1) அ. ரசித் தமிழ்நாடு வீட்டு வசதிவாரியம், மாணூர், விஜயாபுரம்வழி, முதலிபாளையம், திருப்பூர். 2) மா. துரைக்கண்ணு 3/151, அங்கன்வாடி அருகில், கணக்கம்பாளையம், பாண்டியன்நகர், திருப்பூர். 3) க. பார்த்திபன் தினேசுந்தர் நகர் நல்லூர், திருப்பூர் - 641606. 4) ச. முத்துசாமி 2/297, ரம்யா கார்டன், மங்கலம், திருப்பூர். 5) ஆ. நடராஜ் 8 வது வீதி, டி டி. நகர், இடுவாய், திருப்பூர்.: [826, 1036, 1211, 1125]
